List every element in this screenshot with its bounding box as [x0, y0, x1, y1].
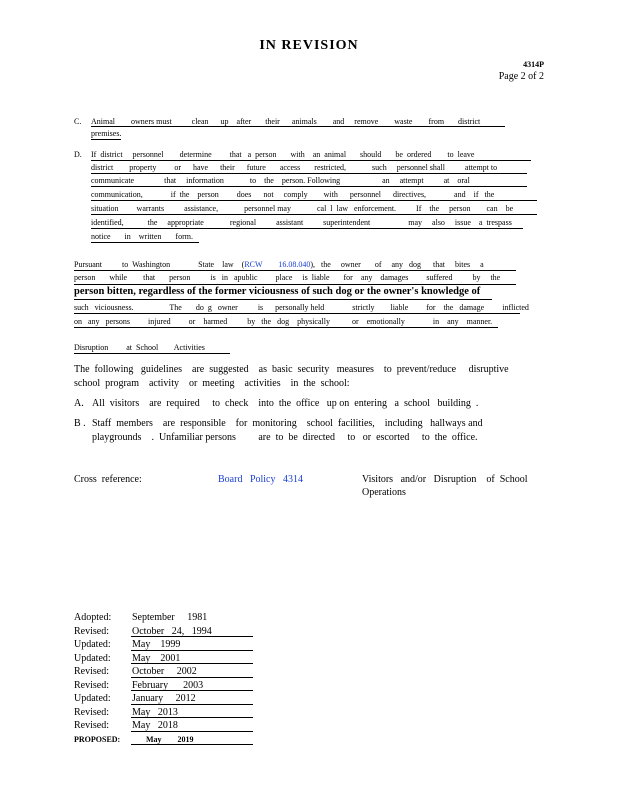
history-row: Adopted: September 1981 — [74, 612, 208, 623]
section-d-line3: communicate that information to the person. Following an attempt at oral — [91, 176, 470, 185]
section-d-line1: If district personnel determine that a person with an animal should be ordered to leave — [91, 150, 475, 159]
history-row: Revised: May 2018 — [74, 720, 178, 731]
section-c-line2: premises. — [91, 129, 122, 138]
cross-reference-policy-link[interactable]: Board Policy 4314 — [218, 474, 303, 485]
section-d-line6: identified, the appropriate regional assistant superintendent may also issue a trespass — [91, 218, 512, 227]
cross-reference-description-line2: Operations — [362, 487, 406, 498]
history-row: Updated: May 2001 — [74, 652, 181, 664]
section-d-line5: situation warrants assistance, personnel may cal l law enforcement. If the person can be — [91, 204, 514, 213]
document-title: IN REVISION — [259, 38, 359, 53]
disruption-intro-line1: The following guidelines are suggested as basic security measures to prevent/reduce disruptive — [74, 364, 509, 375]
rcw-paragraph-line3: person bitten, regardless of the former viciousness of such dog or the owner's knowledge of — [74, 286, 481, 297]
item-a-label: A. — [74, 398, 84, 409]
rcw-paragraph-line2: person while that person is in apublic place is liable for any damages suffered by the — [74, 273, 501, 282]
section-d-line4: communication, if the person does not comply with personnel directives, and if the — [91, 190, 495, 199]
section-c-line1: Animal owners must clean up after their animals and remove waste from district — [91, 117, 481, 126]
section-d-line7: notice in written form. — [91, 232, 193, 241]
disruption-intro-line2: school program activity or meeting activities in the school: — [74, 378, 350, 389]
policy-code: 4314P — [523, 60, 544, 69]
history-row: Revised: October 24, 1994 — [74, 625, 212, 637]
rcw-paragraph-line4: such viciousness. The do g owner is personally held strictly liable for the damage inflicted — [74, 303, 529, 312]
page-number: Page 2 of 2 — [498, 71, 544, 82]
rcw-reference: RCW 16.08.040 — [244, 260, 311, 269]
history-row: Revised: May 2013 — [74, 706, 178, 718]
cross-reference-description-line1: Visitors and/or Disruption of School — [362, 474, 528, 485]
disruption-heading: Disruption at School Activities — [74, 343, 205, 352]
history-list — [74, 611, 212, 746]
history-row-proposed: PROPOSED: May 2019 — [74, 734, 194, 744]
item-b-label: B . — [74, 418, 86, 429]
rcw-paragraph-line5: on any persons injured or harmed by the dog physically or emotionally in any manner. — [74, 317, 493, 326]
history-row: Revised: October 2002 — [74, 666, 197, 677]
item-b-line1: Staff members are responsible for monitoring school facilities, including hallways and — [92, 418, 483, 429]
item-b-line2: playgrounds . Unfamiliar persons are to be directed to or escorted to the office. — [92, 432, 478, 443]
cross-reference-label: Cross reference: — [74, 474, 142, 485]
section-c-label: C. — [74, 117, 82, 126]
rcw-paragraph-line1: Pursuant to Washington State law (RCW 16.08.040), the owner of any dog that bites a — [74, 260, 484, 269]
history-row: Updated: May 1999 — [74, 639, 181, 650]
item-a-text: All visitors are required to check into the office up on entering a school building . — [92, 398, 479, 409]
history-row: Updated: January 2012 — [74, 693, 196, 704]
section-d-line2: district property or have their future access restricted, such personnel shall attempt to — [91, 163, 498, 172]
section-d-label: D. — [74, 150, 82, 159]
history-row: Revised: February 2003 — [74, 679, 204, 691]
